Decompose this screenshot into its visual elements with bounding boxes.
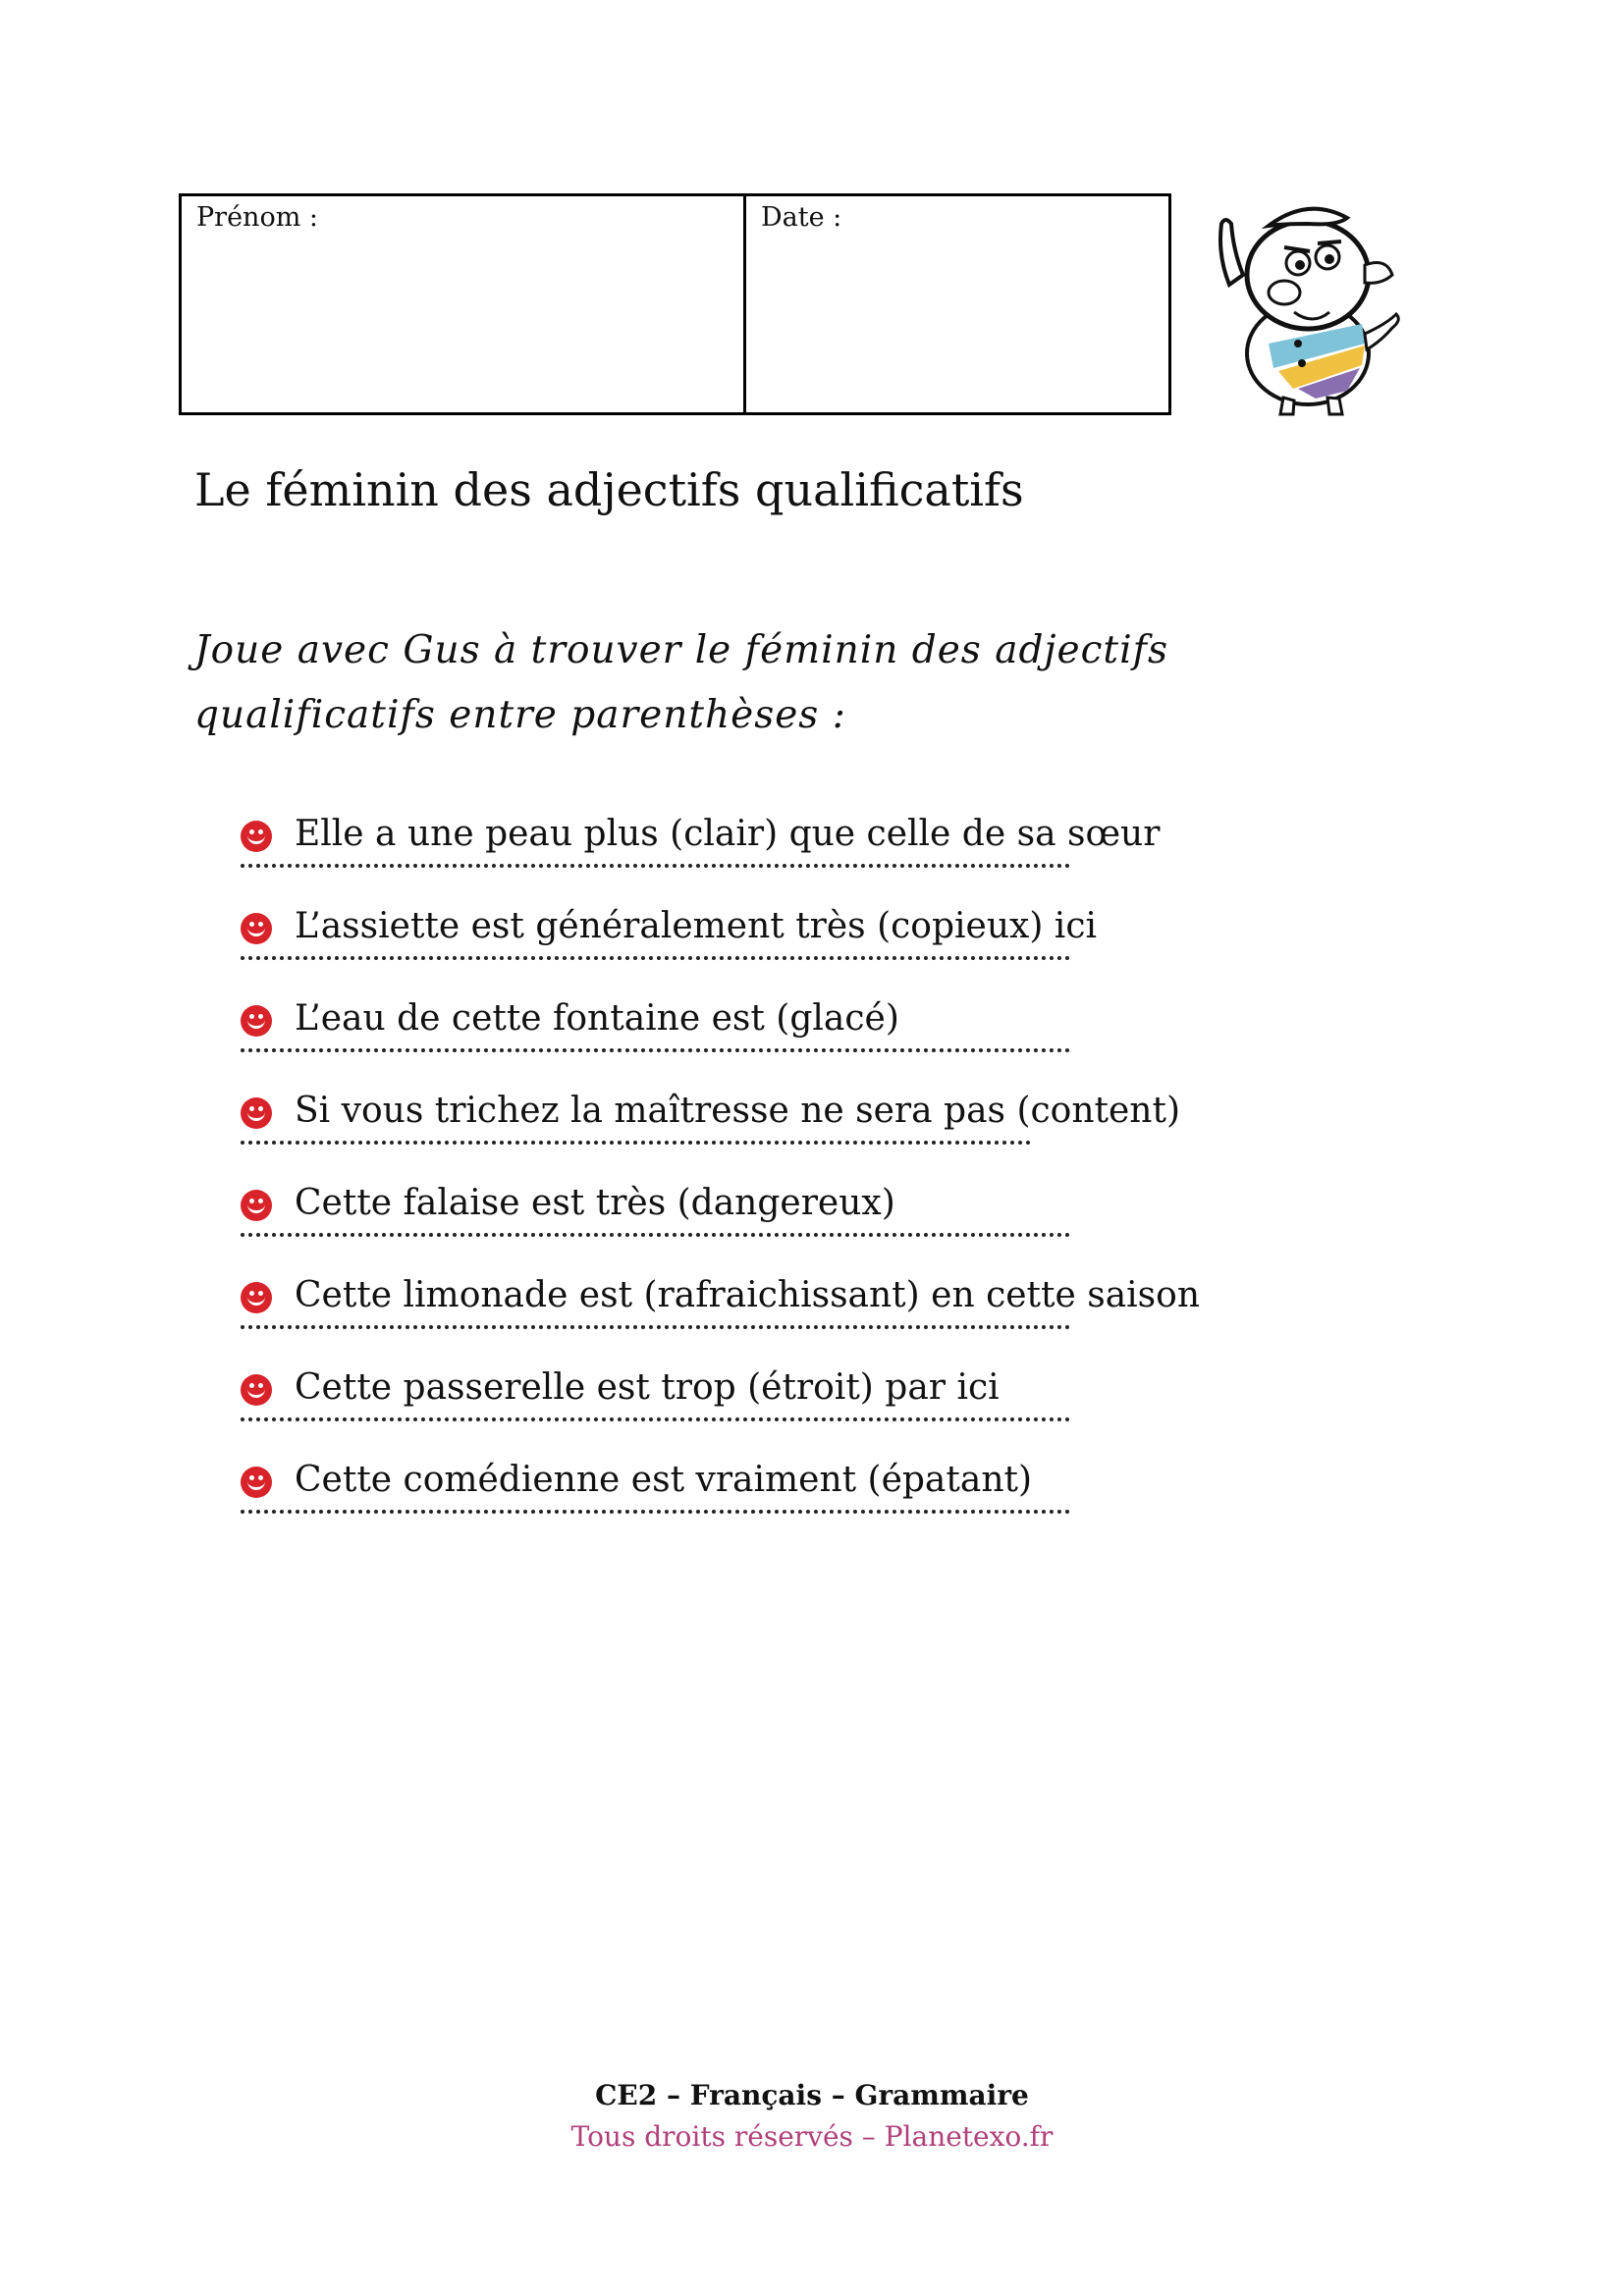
list-item (241, 1359, 1222, 1451)
smiley-icon (241, 1374, 272, 1406)
answer-line[interactable] (241, 864, 1070, 868)
answer-line[interactable] (241, 1325, 1070, 1329)
exercise-sentence: Cette falaise est très (dangereux) (295, 1183, 895, 1223)
name-label: Prénom : (196, 202, 318, 233)
list-item (241, 1451, 1222, 1543)
instructions-line-1: Joue avec Gus à trouver le féminin des adjectifs (194, 628, 1169, 672)
footer-rights[interactable]: Tous droits réservés – Planetexo.fr (570, 2120, 1054, 2153)
smiley-icon (241, 1467, 272, 1498)
gus-mascot-icon (1200, 196, 1410, 416)
smiley-icon (241, 821, 272, 852)
list-item (241, 805, 1222, 897)
list-item (241, 897, 1222, 989)
list-item (241, 989, 1222, 1082)
answer-line[interactable] (241, 1510, 1070, 1514)
smiley-icon (241, 1282, 272, 1313)
name-field[interactable] (182, 196, 746, 412)
footer-course: CE2 – Français – Grammaire (595, 2079, 1029, 2111)
answer-line[interactable] (241, 1141, 1031, 1145)
smiley-icon (241, 1190, 272, 1221)
answer-line[interactable] (241, 1048, 1070, 1052)
exercise-list (241, 805, 1222, 1543)
smiley-icon (241, 1005, 272, 1037)
list-item (241, 1174, 1222, 1266)
answer-line[interactable] (241, 1417, 1070, 1421)
smiley-icon (241, 913, 272, 944)
smiley-icon (241, 1097, 272, 1129)
exercise-sentence: L’eau de cette fontaine est (glacé) (295, 998, 899, 1039)
list-item (241, 1266, 1222, 1359)
instructions (194, 618, 1274, 748)
answer-line[interactable] (241, 956, 1070, 960)
exercise-sentence: Elle a une peau plus (clair) que celle de sa sœur (295, 814, 1161, 854)
name-date-table (179, 193, 1171, 415)
instructions-line-2: qualificatifs entre parenthèses : (194, 693, 846, 737)
answer-line[interactable] (241, 1233, 1070, 1237)
exercise-sentence: Si vous trichez la maîtresse ne sera pas (content) (295, 1091, 1180, 1131)
date-label: Date : (761, 202, 842, 233)
page-title: Le féminin des adjectifs qualificatifs (194, 463, 1024, 516)
exercise-sentence: L’assiette est généralement très (copieux) ici (295, 906, 1097, 946)
list-item (241, 1082, 1222, 1174)
exercise-sentence: Cette comédienne est vraiment (épatant) (295, 1460, 1033, 1500)
exercise-sentence: Cette passerelle est trop (étroit) par ici (295, 1367, 1000, 1408)
exercise-sentence: Cette limonade est (rafraichissant) en cette saison (295, 1275, 1201, 1315)
date-field[interactable] (746, 196, 1168, 412)
